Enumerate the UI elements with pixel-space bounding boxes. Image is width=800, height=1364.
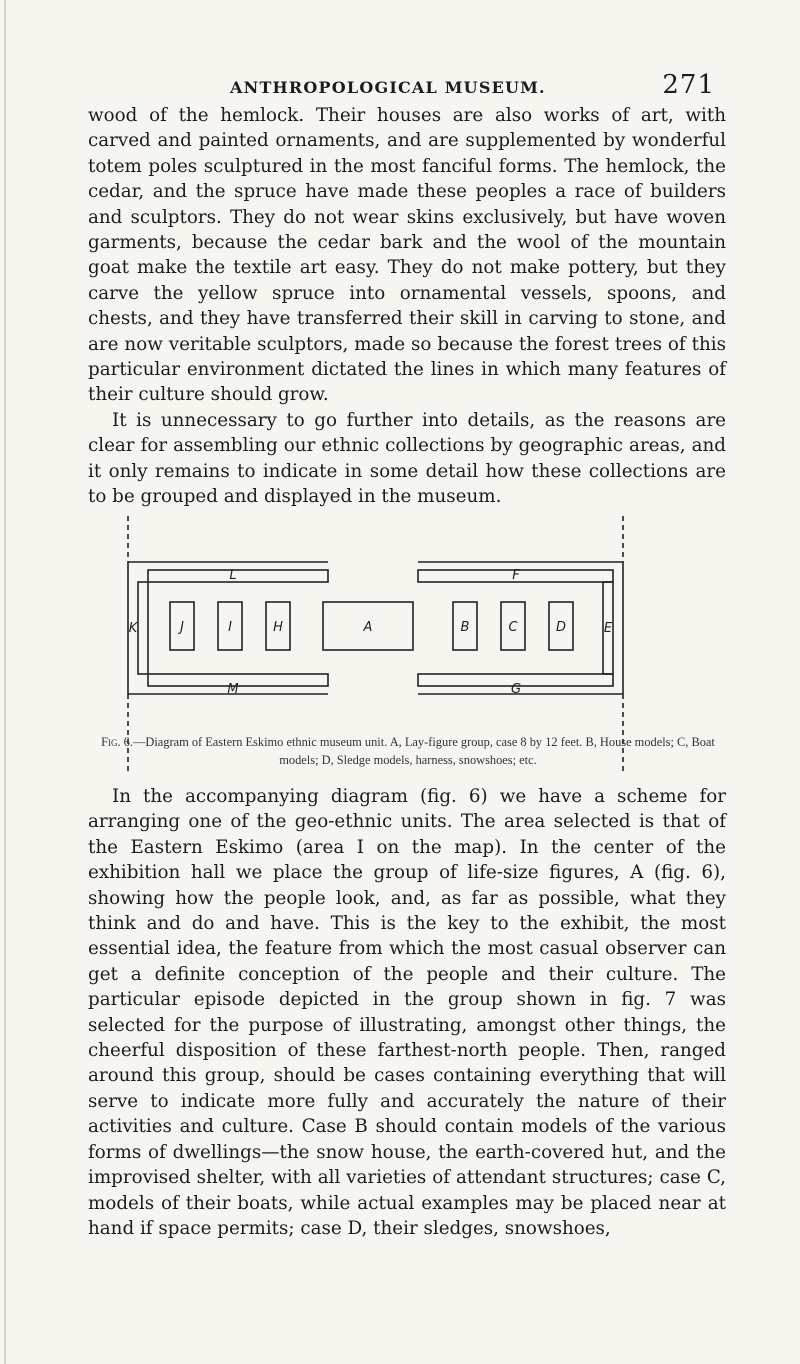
paragraph: It is unnecessary to go further into details, as the reasons are clear for assembling our ethnic collections by geographic areas, and it only remains to indicate in some detail how these collections are to be grouped and displayed in the museum. <box>88 409 726 508</box>
figure-number: Fig. 6. <box>101 735 133 749</box>
figure-caption <box>88 733 728 769</box>
page-gutter <box>4 0 6 1364</box>
label-l: L <box>229 568 237 583</box>
running-title: ANTHROPOLOGICAL MUSEUM. <box>230 78 546 97</box>
label-c: C <box>508 620 518 635</box>
label-e: E <box>603 621 613 636</box>
caption-text: —Diagram of Eastern Eskimo ethnic museum unit. A, Lay-figure group, case 8 by 12 feet. B, House models; C, Boat models; D, Sledge models, harness, snowshoes; etc. <box>132 735 715 767</box>
case-k <box>138 582 148 674</box>
paragraph: In the accompanying diagram (fig. 6) we have a scheme for arranging one of the geo-ethnic units. The area selected is that of the Eastern Eskimo (area I on the map). In the center of the exhibition hall we place the group of life-size figures, A (fig. 6), showing how the people look, and, as far as possible, what they think and do and have. This is the key to the exhibit, the most essential idea, the feature from which the most casual observer can get a definite conception of the people and their culture. The particular episode depicted in the group shown in fig. 7 was selected for the purpose of illustrating, amongst other things, the cheerful disposition of these farthest-north people. Then, ranged around this group, should be cases containing everything that will serve to indicate more fully and accurately the nature of their activities and culture. Case B should contain models of the various forms of dwellings—the snow house, the earth-covered hut, and the improvised shelter, with all varieties of attendant structures; case C, models of their boats, while actual examples may be placed near at hand if space permits; case D, their sledges, snowshoes, <box>88 786 726 1239</box>
running-head <box>230 70 715 100</box>
label-k: K <box>128 621 138 636</box>
label-d: D <box>555 620 567 635</box>
page-number: 271 <box>662 70 715 100</box>
case-l <box>148 570 328 582</box>
body-text-bottom <box>88 784 726 1241</box>
paragraph: wood of the hemlock. Their houses are also works of art, with carved and painted ornaments, and are supplemented by wonderful totem poles sculptured in the most fanciful forms. The hemlock, the cedar, and the spruce have made these peoples a race of builders and sculptors. They do not wear skins exclusively, but have woven garments, because the cedar bark and the wool of the mountain goat make the textile art easy. They do not make pottery, but they carve the yellow spruce into ornamental vessels, spoons, and chests, and they have transferred their skill in carving to stone, and are now veritable sculptors, made so because the forest trees of this particular environment dictated the lines in which many features of their culture should grow. <box>88 105 726 406</box>
label-b: B <box>460 620 470 635</box>
label-g: G <box>510 682 522 697</box>
label-f: F <box>512 568 520 583</box>
body-text-top <box>88 103 726 510</box>
label-a: A <box>363 620 373 635</box>
label-i: I <box>228 620 232 635</box>
label-h: H <box>273 620 283 635</box>
label-m: M <box>227 682 239 697</box>
label-j: J <box>180 620 184 635</box>
